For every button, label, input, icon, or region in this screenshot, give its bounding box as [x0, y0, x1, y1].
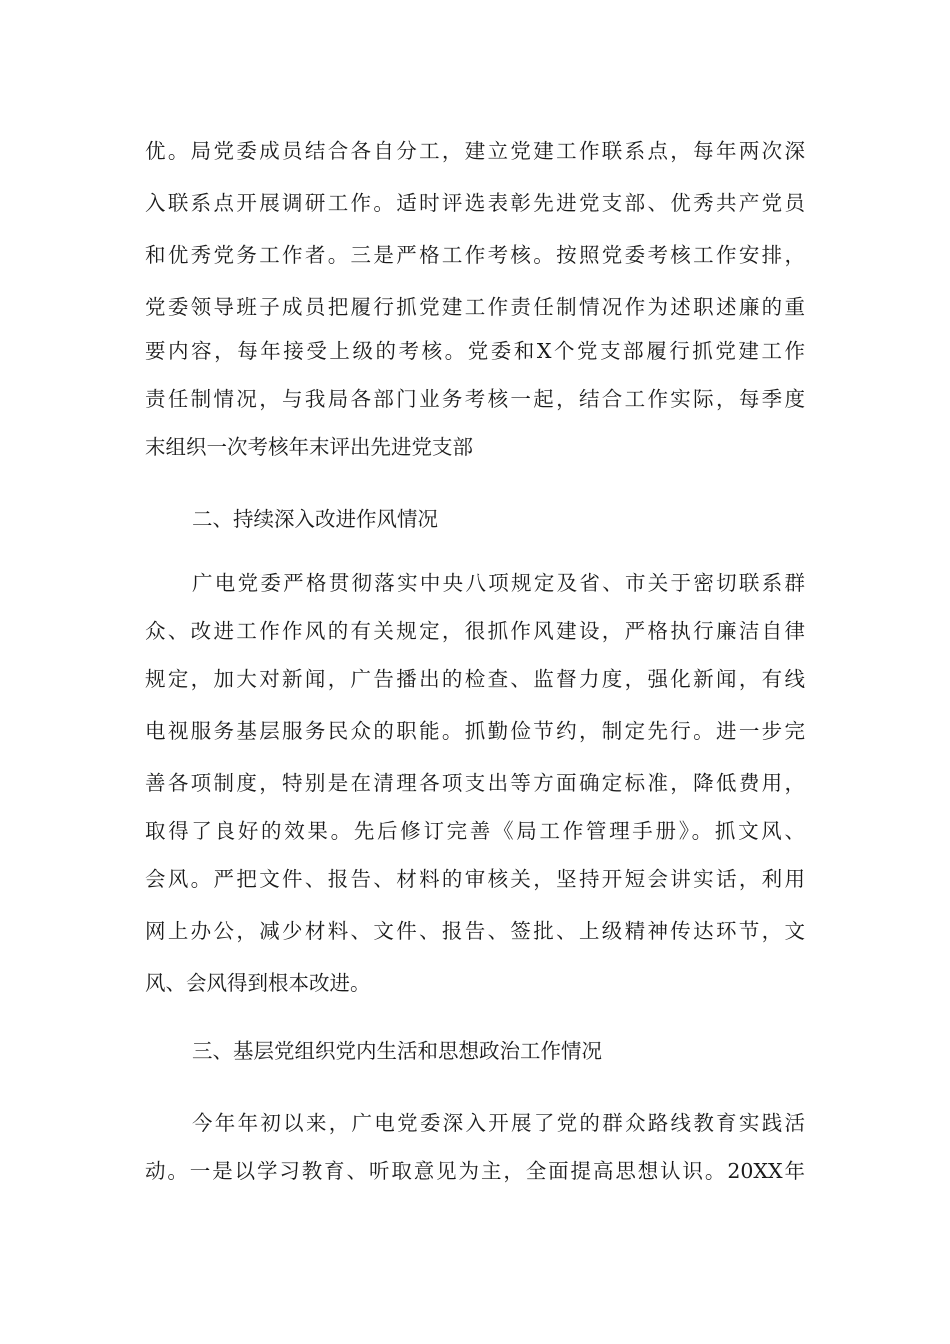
section-heading: 二、持续深入改进作风情况 [192, 507, 438, 531]
paragraph-line: 电视服务基层服务民众的职能。抓勤俭节约，制定先行。进一步完 [145, 719, 805, 743]
paragraph-line: 动。一是以学习教育、听取意见为主，全面提高思想认识。20XX年 [145, 1159, 805, 1183]
paragraph-line: 和优秀党务工作者。三是严格工作考核。按照党委考核工作安排， [145, 243, 805, 267]
paragraph-line: 规定，加大对新闻，广告播出的检查、监督力度，强化新闻，有线 [145, 667, 805, 691]
paragraph-line: 优。局党委成员结合各自分工，建立党建工作联系点，每年两次深 [145, 139, 805, 163]
paragraph-line: 众、改进工作作风的有关规定，很抓作风建设，严格执行廉洁自律 [145, 619, 805, 643]
paragraph-line: 风、会风得到根本改进。 [145, 971, 371, 995]
paragraph-line: 责任制情况，与我局各部门业务考核一起，结合工作实际，每季度 [145, 387, 805, 411]
paragraph-line: 善各项制度，特别是在清理各项支出等方面确定标准，降低费用， [145, 771, 805, 795]
paragraph-line: 网上办公，减少材料、文件、报告、签批、上级精神传达环节，文 [145, 919, 805, 943]
paragraph-line: 取得了良好的效果。先后修订完善《局工作管理手册》。抓文风、 [145, 819, 805, 843]
paragraph-line: 党委领导班子成员把履行抓党建工作责任制情况作为述职述廉的重 [145, 295, 805, 319]
section-heading: 三、基层党组织党内生活和思想政治工作情况 [192, 1039, 602, 1063]
paragraph-line: 末组织一次考核年末评出先进党支部 [145, 435, 473, 459]
paragraph-line: 要内容，每年接受上级的考核。党委和X个党支部履行抓党建工作 [145, 339, 805, 363]
paragraph-line: 会风。严把文件、报告、材料的审核关，坚持开短会讲实话，利用 [145, 867, 805, 891]
paragraph-line: 广电党委严格贯彻落实中央八项规定及省、市关于密切联系群 [192, 571, 805, 595]
paragraph-line: 入联系点开展调研工作。适时评选表彰先进党支部、优秀共产党员 [145, 191, 805, 215]
paragraph-line: 今年年初以来，广电党委深入开展了党的群众路线教育实践活 [192, 1111, 805, 1135]
